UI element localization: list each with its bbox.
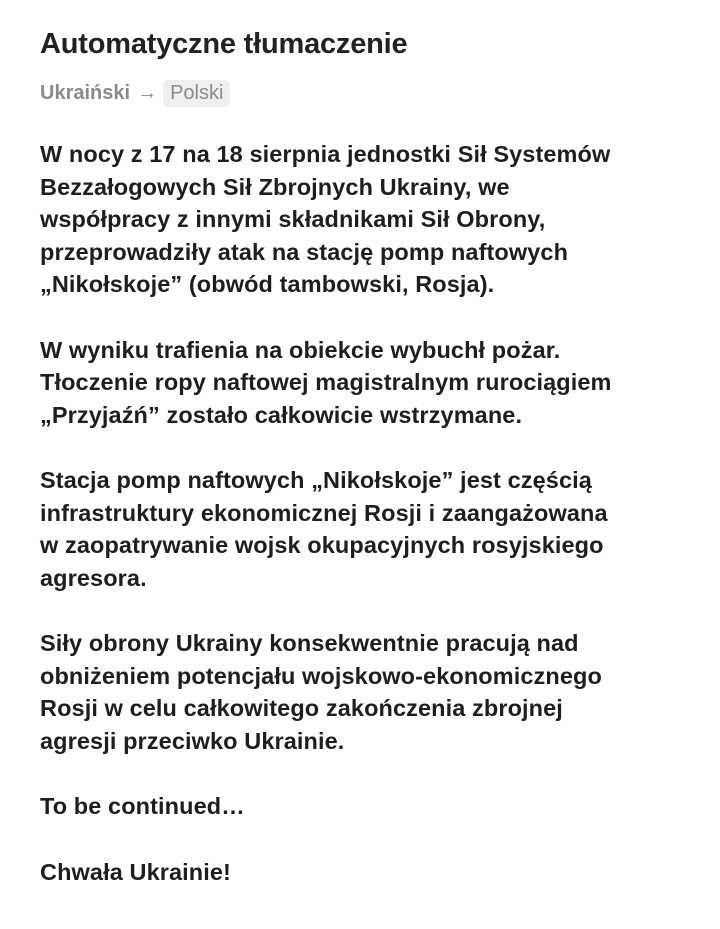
message-line: „Nikołskoje” (obwód tambowski, Rosja). [40, 271, 495, 297]
message-line: W wyniku trafienia na obiekcie wybuchł pożar. [40, 336, 561, 363]
message-paragraph-6 [40, 856, 700, 889]
message-line: współpracy z innymi składnikami Sił Obrony, [40, 206, 546, 232]
message-line: agresora. [40, 564, 147, 591]
message-line: przeprowadziły atak na stację pomp naftowych [40, 238, 569, 265]
message-line: w zaopatrywanie wojsk okupacyjnych rosyjskiego [40, 532, 604, 558]
message-line: Chwała Ukrainie! [40, 858, 231, 885]
message-paragraph-5 [40, 790, 700, 823]
translation-title: Automatyczne tłumaczenie [40, 28, 408, 60]
message-line: agresji przeciwko Ukrainie. [40, 727, 345, 754]
message-line: infrastruktury ekonomicznej Rosji i zaangażowana [40, 499, 608, 526]
message-line: Stacja pomp naftowych „Nikołskoje” jest częścią [40, 467, 592, 493]
message-paragraph-3 [40, 464, 700, 594]
translated-message [40, 138, 700, 888]
message-line: obniżeniem potencjału wojskowo-ekonomicznego [40, 662, 602, 689]
message-line: To be continued… [40, 793, 245, 819]
message-line: W nocy z 17 na 18 sierpnia jednostki Sił Systemów [40, 141, 611, 167]
message-line: „Przyjaźń” zostało całkowicie wstrzymane. [40, 401, 523, 428]
arrow-right-icon: → [137, 81, 158, 104]
source-language[interactable]: Ukraiński [40, 81, 131, 104]
language-selector [40, 78, 700, 108]
translation-panel [40, 22, 700, 921]
message-line: Rosji w celu całkowitego zakończenia zbrojnej [40, 695, 563, 721]
message-line: Siły obrony Ukrainy konsekwentnie pracują nad [40, 630, 579, 656]
message-paragraph-4 [40, 627, 700, 757]
message-paragraph-2 [40, 334, 700, 432]
message-line: Tłoczenie ropy naftowej magistralnym rurociągiem [40, 369, 612, 395]
message-line: Bezzałogowych Sił Zbrojnych Ukrainy, we [40, 173, 510, 200]
target-language[interactable]: Polski [163, 80, 230, 107]
message-paragraph-1 [40, 138, 700, 301]
